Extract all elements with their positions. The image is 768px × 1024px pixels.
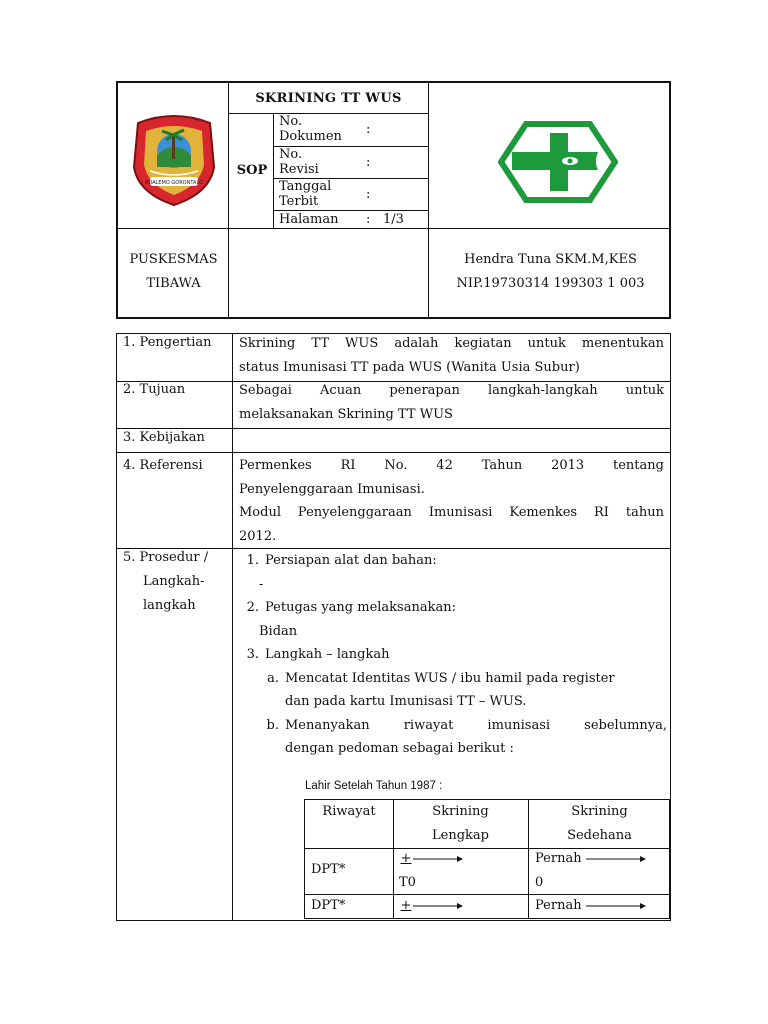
sub-list-item: a. Mencatat Identitas WUS / ibu hamil pada register xyxy=(267,670,615,686)
arrow-right-icon xyxy=(413,855,463,863)
header-skrining-sederhana: Skrining Sedehana xyxy=(567,804,632,843)
meta-colon: : xyxy=(366,212,371,227)
signer-block xyxy=(430,248,671,296)
document-title: SKRINING TT WUS xyxy=(255,91,402,106)
list-item: 1. Persiapan alat dan bahan: xyxy=(246,553,437,568)
riwayat-cell: DPT* xyxy=(311,898,346,913)
puskesmas-logo xyxy=(498,121,618,203)
signer-name: Hendra Tuna SKM.M,KES xyxy=(464,252,637,267)
sub-list-item-continuation: dan pada kartu Imunisasi TT – WUS. xyxy=(285,694,527,709)
meta-colon: : xyxy=(366,155,371,170)
procedure-steps xyxy=(237,549,667,761)
sub-list-item: b. Menanyakan riwayat imunisasi sebelumnya, xyxy=(266,717,667,733)
riwayat-cell: DPT* xyxy=(311,862,346,877)
row-label-prosedur: 5. Prosedur / Langkah- langkah xyxy=(123,550,209,613)
sub-list-item-continuation: dengan pedoman sebagai berikut : xyxy=(285,741,514,756)
signer-nip: NIP.19730314 199303 1 003 xyxy=(456,276,645,291)
arrow-right-icon xyxy=(586,902,646,910)
meta-label-tanggal-terbit: Tanggal Terbit xyxy=(279,179,332,209)
row-label-kebijakan: 3. Kebijakan xyxy=(123,430,205,445)
meta-colon: : xyxy=(366,187,371,202)
list-item-detail: Bidan xyxy=(259,623,298,639)
referensi-text: Permenkes RI No. 42 Tahun 2013 tentang Penyelenggaraan Imunisasi. Modul Penyelenggaraan Imunisasi Kemenkes RI tahun 2012. xyxy=(239,458,664,544)
arrow-right-icon xyxy=(413,902,463,910)
row-label-pengertian: 1. Pengertian xyxy=(123,335,212,350)
lengkap-cell: + xyxy=(399,894,463,918)
row-label-tujuan: 2. Tujuan xyxy=(123,382,186,397)
organization-name: PUSKESMAS TIBAWA xyxy=(129,252,218,291)
tujuan-text: Sebagai Acuan penerapan langkah-langkah untuk melaksanakan Skrining TT WUS xyxy=(239,383,664,422)
arrow-right-icon xyxy=(586,855,646,863)
page-number: 1/3 xyxy=(383,212,404,227)
list-item-detail: - xyxy=(259,576,264,592)
pengertian-text: Skrining TT WUS adalah kegiatan untuk menentukan status Imunisasi TT pada WUS (Wanita Usia Subur) xyxy=(239,336,664,375)
list-item: 2. Petugas yang melaksanakan: xyxy=(246,600,456,615)
regency-shield-logo xyxy=(128,109,220,209)
sederhana-cell: Pernah xyxy=(535,894,646,918)
divider xyxy=(273,210,428,211)
meta-label-revisi: No. Revisi xyxy=(279,147,319,177)
screening-table xyxy=(304,799,670,919)
logo-banner-text: BOALEMO GORONTALO xyxy=(145,180,203,186)
meta-label-dokumen: No. Dokumen xyxy=(279,114,342,144)
row-label-referensi: 4. Referensi xyxy=(123,458,203,473)
header-skrining-lengkap: Skrining Lengkap xyxy=(432,804,489,843)
list-item: 3. Langkah – langkah xyxy=(246,647,390,662)
table-caption: Lahir Setelah Tahun 1987 : xyxy=(305,780,443,792)
meta-colon: : xyxy=(366,122,371,137)
header-riwayat: Riwayat xyxy=(322,804,376,819)
divider xyxy=(428,83,429,317)
sop-header-table xyxy=(116,81,671,319)
sederhana-cell: Pernah 0 xyxy=(535,847,646,895)
sop-label: SOP xyxy=(236,163,268,178)
lengkap-cell: + T0 xyxy=(399,847,463,895)
divider xyxy=(232,334,233,920)
meta-label-halaman: Halaman xyxy=(279,212,339,227)
divider xyxy=(118,228,669,229)
divider xyxy=(117,452,670,453)
